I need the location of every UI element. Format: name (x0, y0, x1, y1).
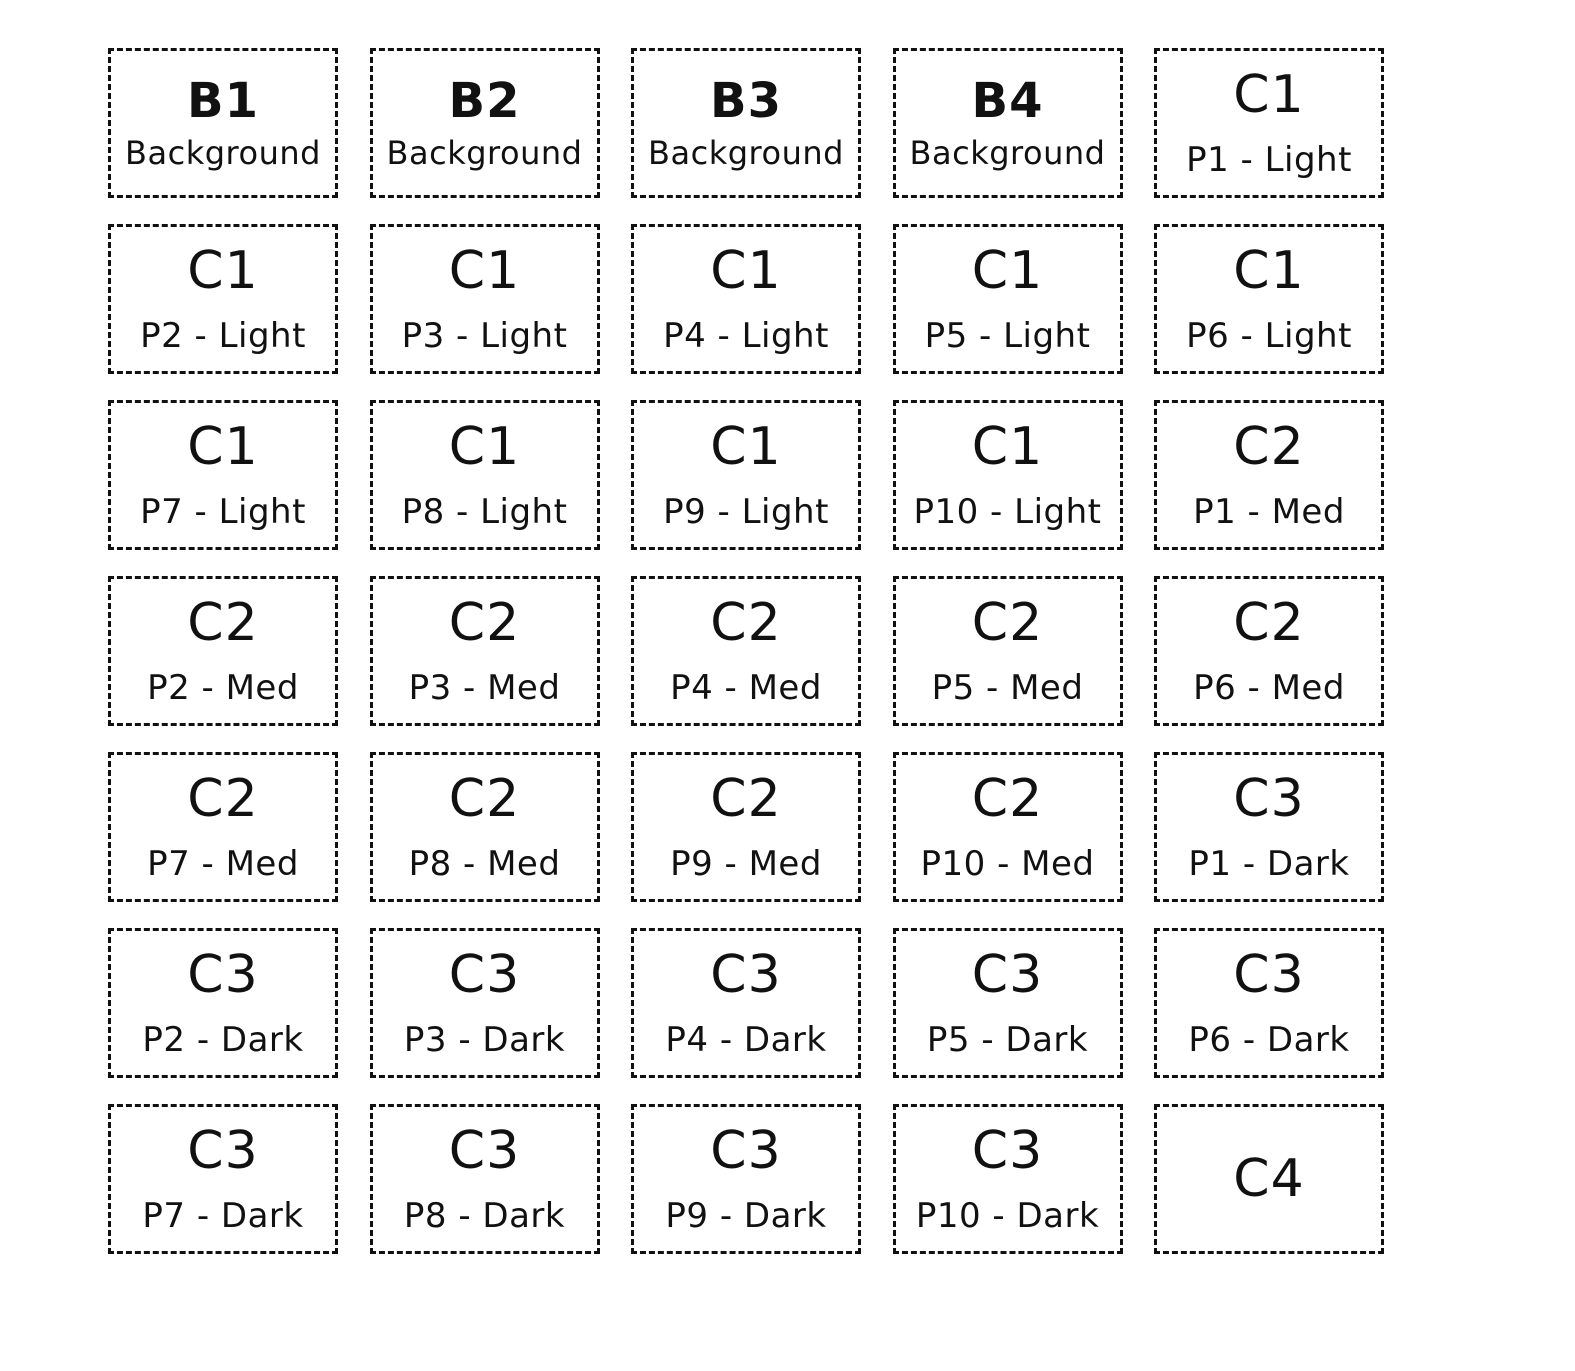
label-subtitle: P8 - Light (401, 492, 568, 532)
label-code: C1 (971, 241, 1044, 301)
label-box-c1-p2 (108, 224, 338, 374)
label-subtitle: P7 - Med (147, 844, 299, 884)
label-code: C1 (448, 417, 521, 477)
label-box-c3-p4 (631, 928, 861, 1078)
label-code: C1 (971, 417, 1044, 477)
label-box-c3-p9 (631, 1104, 861, 1254)
label-subtitle: P3 - Dark (403, 1020, 566, 1060)
label-code: C2 (1233, 417, 1305, 477)
label-box-b3 (631, 48, 861, 198)
label-box-c3-p7 (108, 1104, 338, 1254)
label-code: C1 (710, 241, 782, 301)
label-box-c1-p4 (631, 224, 861, 374)
label-subtitle: P4 - Light (663, 316, 829, 356)
label-box-c2-p5 (893, 576, 1123, 726)
label-code: C2 (971, 593, 1044, 653)
label-box-c3-p5 (893, 928, 1123, 1078)
label-box-c1-p3 (370, 224, 600, 374)
label-subtitle: P3 - Med (408, 668, 561, 708)
label-subtitle: P6 - Dark (1188, 1020, 1350, 1060)
label-code: C3 (448, 945, 521, 1005)
label-subtitle: Background (909, 134, 1106, 172)
label-code: C2 (187, 769, 259, 829)
label-box-c2-p4 (631, 576, 861, 726)
label-box-b4 (893, 48, 1123, 198)
label-code: C2 (710, 593, 782, 653)
label-box-c2-p10 (893, 752, 1123, 902)
label-box-c1-p9 (631, 400, 861, 550)
label-box-c3-p10 (893, 1104, 1123, 1254)
label-subtitle: P5 - Dark (926, 1020, 1089, 1060)
label-box-c2-p3 (370, 576, 600, 726)
label-box-c3-p3 (370, 928, 600, 1078)
label-subtitle: P7 - Light (140, 492, 306, 532)
label-box-b2 (370, 48, 600, 198)
label-subtitle: P2 - Med (147, 668, 299, 708)
label-subtitle: P4 - Med (670, 668, 822, 708)
label-box-c3-p8 (370, 1104, 600, 1254)
label-subtitle: Background (648, 134, 844, 172)
label-subtitle: P2 - Dark (142, 1020, 304, 1060)
label-code: C3 (710, 945, 782, 1005)
label-code: C1 (448, 241, 521, 301)
label-box-c1-p7 (108, 400, 338, 550)
label-box-c3-p2 (108, 928, 338, 1078)
label-code: C3 (1233, 769, 1305, 829)
label-box-c2-p6 (1154, 576, 1384, 726)
label-box-c3-p6 (1154, 928, 1384, 1078)
label-code: C4 (1233, 1149, 1305, 1209)
label-code: C2 (187, 593, 259, 653)
label-code: C3 (187, 1121, 259, 1181)
label-subtitle: P10 - Med (920, 844, 1095, 884)
label-code: B4 (971, 73, 1044, 129)
label-code: B2 (448, 73, 521, 129)
label-code: C2 (1233, 593, 1305, 653)
label-box-c2-p8 (370, 752, 600, 902)
label-subtitle: P8 - Dark (403, 1196, 566, 1236)
label-code: C3 (971, 1121, 1044, 1181)
label-code: C1 (187, 241, 259, 301)
label-subtitle: P1 - Light (1186, 140, 1352, 180)
label-subtitle: P10 - Dark (915, 1196, 1100, 1236)
label-box-b1 (108, 48, 338, 198)
label-subtitle: P10 - Light (913, 492, 1102, 532)
label-box-c1-p5 (893, 224, 1123, 374)
label-subtitle: Background (125, 134, 321, 172)
label-subtitle: P6 - Med (1193, 668, 1345, 708)
label-code: C3 (971, 945, 1044, 1005)
label-subtitle: P8 - Med (408, 844, 561, 884)
label-code: B1 (187, 73, 259, 129)
label-subtitle: P9 - Med (670, 844, 822, 884)
label-code: C2 (448, 769, 521, 829)
label-subtitle: P6 - Light (1186, 316, 1352, 356)
label-subtitle: P5 - Med (931, 668, 1084, 708)
label-code: B3 (710, 73, 782, 129)
label-grid (108, 48, 1384, 1274)
label-code: C2 (448, 593, 521, 653)
label-subtitle: P1 - Dark (1188, 844, 1350, 884)
label-code: C2 (710, 769, 782, 829)
label-subtitle: Background (386, 134, 583, 172)
label-code: C2 (971, 769, 1044, 829)
label-code: C3 (710, 1121, 782, 1181)
label-subtitle: P2 - Light (140, 316, 306, 356)
label-box-c1-p1 (1154, 48, 1384, 198)
label-box-c1-p6 (1154, 224, 1384, 374)
label-code: C1 (710, 417, 782, 477)
label-subtitle: P9 - Light (663, 492, 829, 532)
label-box-c2-p9 (631, 752, 861, 902)
label-box-c2-p7 (108, 752, 338, 902)
label-code: C3 (448, 1121, 521, 1181)
label-box-c4 (1154, 1104, 1384, 1254)
label-box-c2-p2 (108, 576, 338, 726)
label-code: C1 (1233, 241, 1305, 301)
label-subtitle: P9 - Dark (665, 1196, 827, 1236)
label-box-c2-p1 (1154, 400, 1384, 550)
label-code: C1 (187, 417, 259, 477)
label-subtitle: P3 - Light (401, 316, 568, 356)
label-subtitle: P4 - Dark (665, 1020, 827, 1060)
label-code: C1 (1233, 65, 1305, 125)
label-code: C3 (1233, 945, 1305, 1005)
label-subtitle: P1 - Med (1193, 492, 1345, 532)
label-box-c3-p1 (1154, 752, 1384, 902)
label-code: C3 (187, 945, 259, 1005)
label-subtitle: P5 - Light (924, 316, 1091, 356)
label-box-c1-p10 (893, 400, 1123, 550)
label-box-c1-p8 (370, 400, 600, 550)
label-subtitle: P7 - Dark (142, 1196, 304, 1236)
